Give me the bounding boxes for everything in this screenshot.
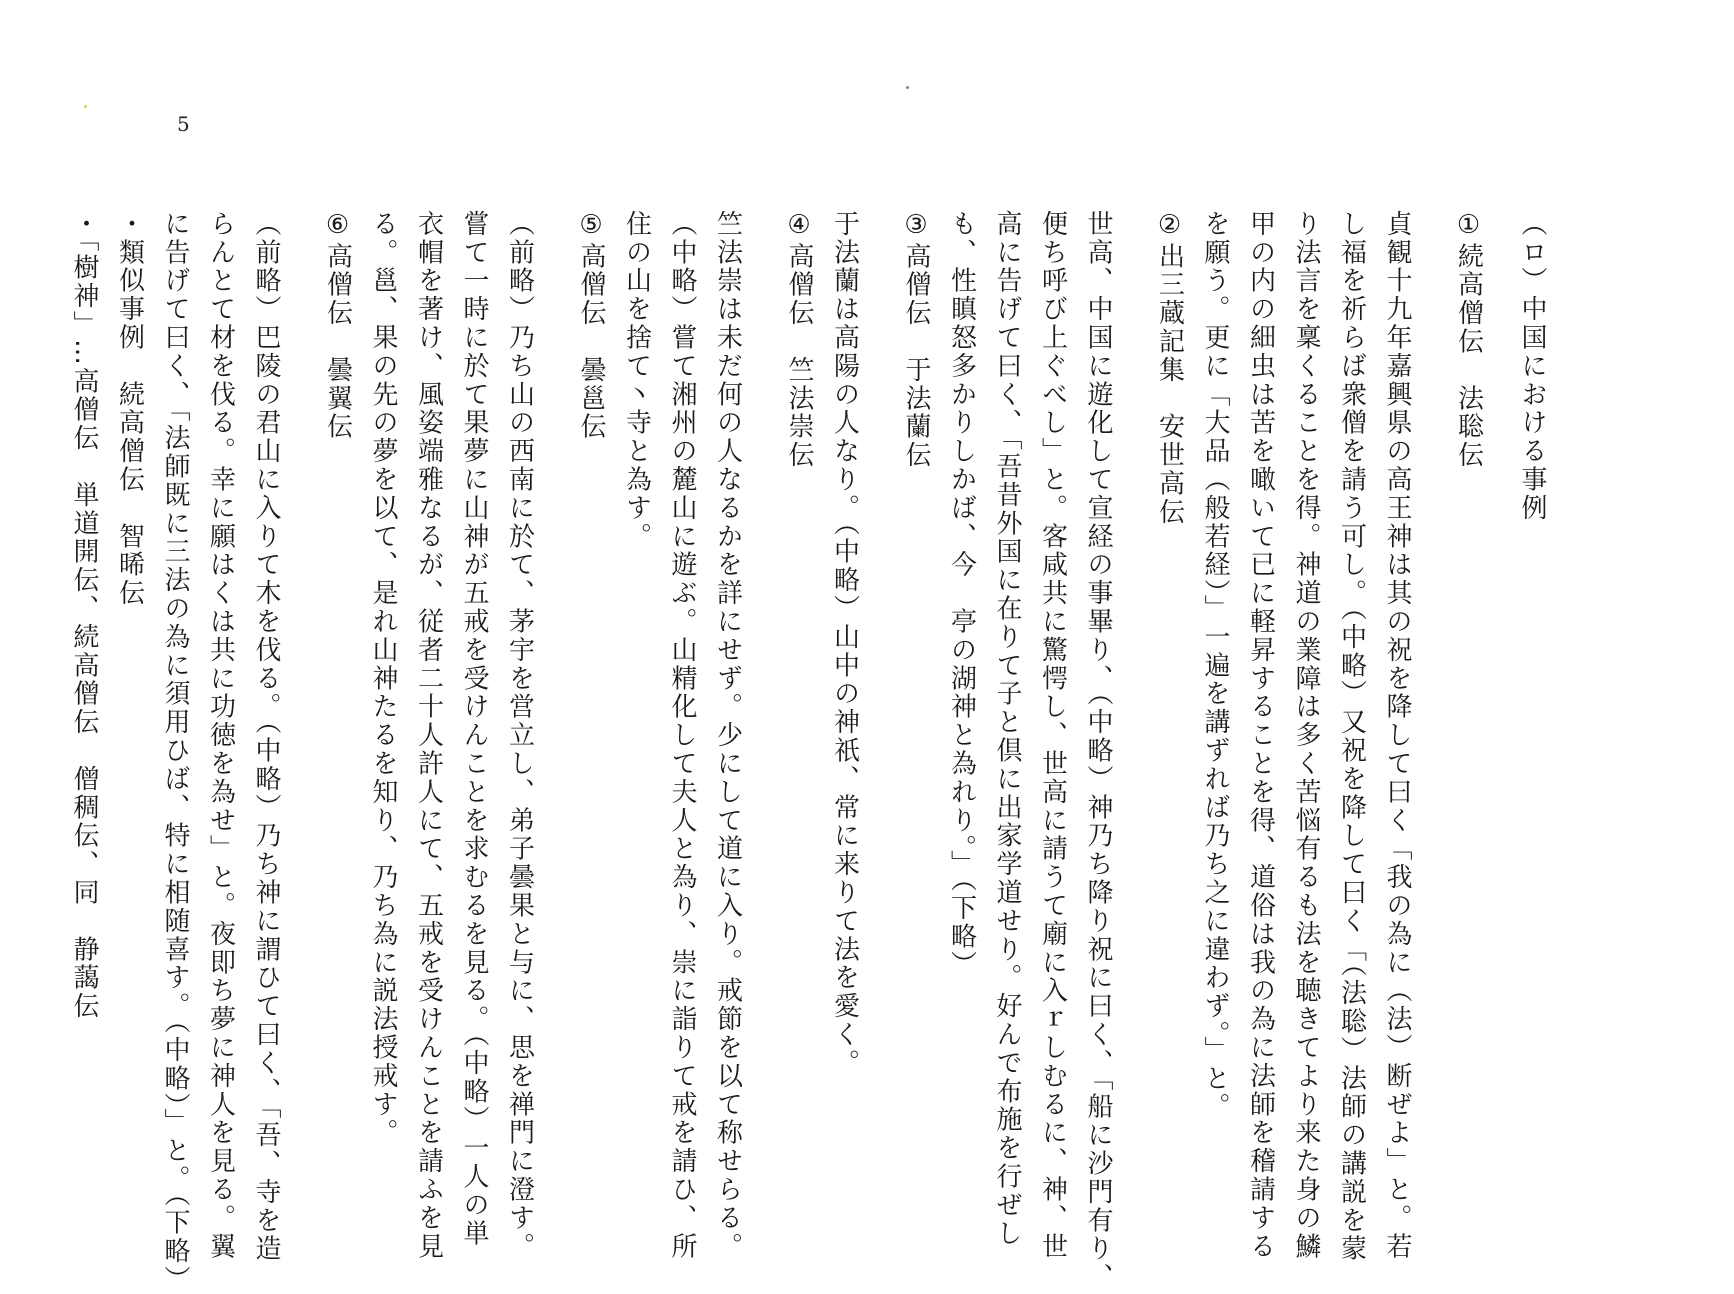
entry-line: 于法蘭は高陽の人なり。（中略）山中の神祇、常に来りて法を愛く。 [829,210,860,1078]
entry-line: 住の山を捨て丶寺と為す。 [621,210,652,551]
entry-line: を願う。更に「大品（般若経）」一遍を講ずれば乃ち之に違わず。」と。 [1200,210,1230,1122]
section-title: （ロ）中国における事例 [1517,210,1547,523]
entry-heading: ②出三蔵記集 安世高伝 [1154,210,1185,527]
entry-line: 甲の内の細虫は苦を噉いて已に軽昇することを得、道俗は我の為に法師を稽請する [1245,210,1276,1261]
scan-speck [906,86,909,89]
entry-line: 世高、中国に遊化して宣経の事畢り、（中略）神乃ち降り祝に曰く、「船に沙門有り、 [1083,210,1113,1292]
entry-line: 便ち呼び上ぐべし」と。客咸共に驚愕し、世高に請うて廟に入ｒしむるに、神、世 [1037,210,1068,1261]
entry-line: 竺法崇は未だ何の人なるかを詳にせず。少にして道に入り。戒節を以て称せらる。 [712,210,743,1261]
entry-line: 高に告げて曰く、「吾昔外国に在りて子と倶に出家学道せり。好んで布施を行ぜし [992,210,1022,1248]
entry-heading: ③高僧伝 于法蘭伝 [901,210,931,470]
note-tree-spirit: ・「樹神」…高僧伝 単道開伝、続高僧伝 僧稠伝、同 静藹伝 [69,210,99,1021]
entry-heading: ⑥高僧伝 曇翼伝 [322,210,353,442]
entry-line: し福を祈らば衆僧を請う可し。（中略）又祝を降して曰く「（法聡）法師の講説を蒙 [1336,210,1367,1264]
entry-line: （前略）乃ち山の西南に於て、茅宇を営立し、弟子曇果と与に、思を禅門に澄す。 [504,210,535,1261]
entry-heading: ⑤高僧伝 曇邕伝 [576,210,606,442]
entry-line: らんとて材を伐る。幸に願はくは共に功徳を為せ」と。夜即ち夢に神人を見る。翼 [205,210,236,1261]
document-body [69,210,1554,1294]
scan-speck [84,105,87,108]
page-number: 5 [177,112,190,136]
entry-line: 嘗て一時に於て果夢に山神が五戒を受けんことを求むるを見る。（中略）一人の単 [459,210,489,1248]
entry-line: り法言を稟くることを得。神道の業障は多く苦悩有るも法を聴きてより来た身の鱗 [1291,210,1321,1261]
entry-line: （前略）巴陵の君山に入りて木を伐る。（中略）乃ち神に謂ひて曰く、「吾、寺を造 [251,210,281,1264]
entry-line: に告げて曰く、「法師既に三法の為に須用ひば、特に相随喜す。（中略）」と。（下略） [160,210,190,1294]
entry-line: も、性瞋怒多かりしかば、今 亭の湖神と為れり。」（下略） [946,210,977,980]
entry-line: 貞観十九年嘉興県の高王神は其の祝を降して曰く「我の為に（法）断ぜよ」と。若 [1382,210,1412,1261]
entry-heading: ①続高僧伝 法聡伝 [1453,210,1484,470]
entry-line: （中略）嘗て湘州の麓山に遊ぶ。山精化して夫人と為り、崇に詣りて戒を請ひ、所 [667,210,697,1261]
entry-line: 衣帽を著け、風姿端雅なるが、従者二十人許人にて、五戒を受けんことを請ふを見 [413,210,444,1261]
note-similar-cases: ・類似事例 続高僧伝 智晞伝 [114,210,145,608]
entry-heading: ④高僧伝 竺法崇伝 [784,210,814,470]
entry-line: る。邕、果の先の夢を以て、是れ山神たるを知り、乃ち為に説法授戒す。 [368,210,398,1148]
